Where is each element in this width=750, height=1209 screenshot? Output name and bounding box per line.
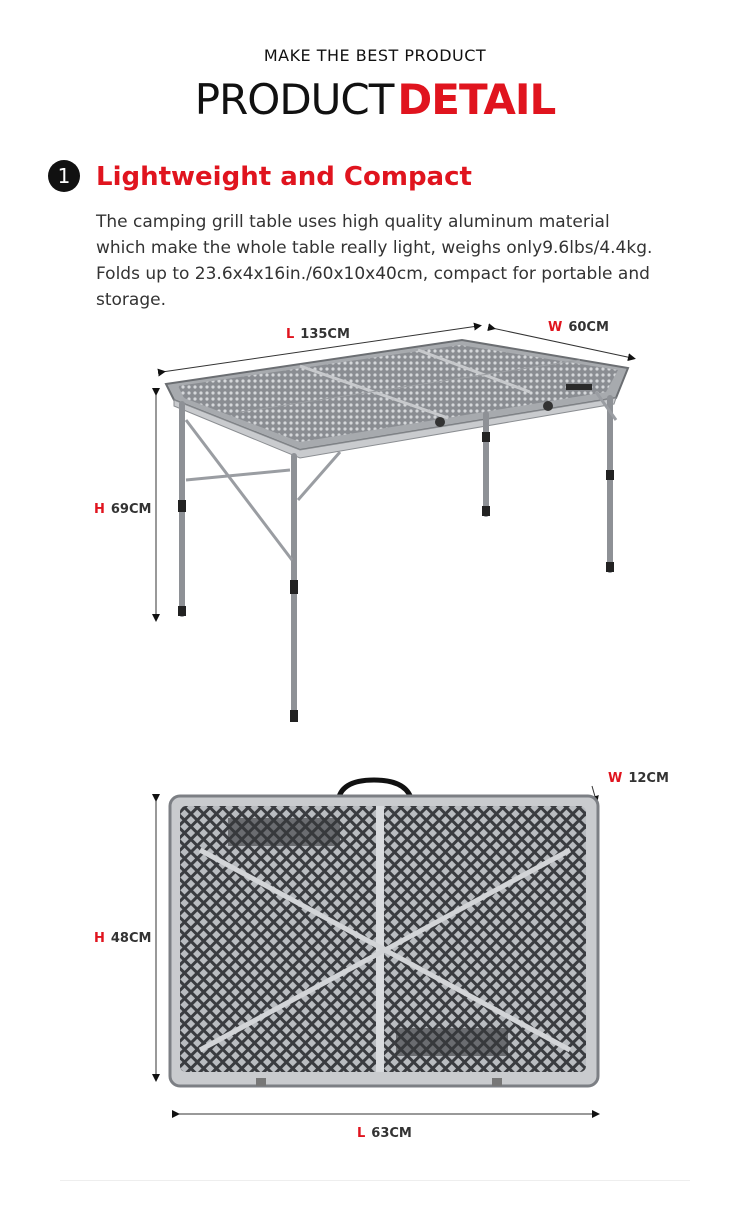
length-value: 135CM xyxy=(300,327,350,342)
folded-length-value: 63CM xyxy=(371,1126,412,1141)
title-plain: PRODUCT xyxy=(194,75,394,124)
folded-length-label xyxy=(357,1126,412,1141)
footer-divider xyxy=(60,1180,690,1181)
width-value: 60CM xyxy=(568,320,609,335)
height-value: 69CM xyxy=(110,502,152,517)
kicker-text: MAKE THE BEST PRODUCT xyxy=(263,46,487,65)
folded-height-label xyxy=(94,931,151,946)
length-key: L xyxy=(286,327,295,342)
section-description: The camping grill table uses high quality aluminum material which make the whole table really light, weighs only9.6lbs/4.4kg. Folds up to 23.6x4x16in./60x10x40cm, compact for portable and storage. xyxy=(96,212,653,310)
section-title: Lightweight and Compact xyxy=(96,162,472,192)
length-label xyxy=(286,327,350,342)
folded-width-label xyxy=(608,771,669,786)
width-key: W xyxy=(548,320,563,335)
table-legs xyxy=(182,398,610,718)
height-label xyxy=(94,502,151,517)
folded-width-key: W xyxy=(608,771,623,786)
title-accent: DETAIL xyxy=(397,75,556,124)
folded-length-key: L xyxy=(357,1126,366,1141)
width-label xyxy=(548,320,609,335)
height-key: H xyxy=(94,502,105,517)
section-number-badge: 1 xyxy=(48,160,80,192)
folded-height-key: H xyxy=(94,931,105,946)
folded-height-value: 48CM xyxy=(110,931,152,946)
folded-width-value: 12CM xyxy=(628,771,669,786)
